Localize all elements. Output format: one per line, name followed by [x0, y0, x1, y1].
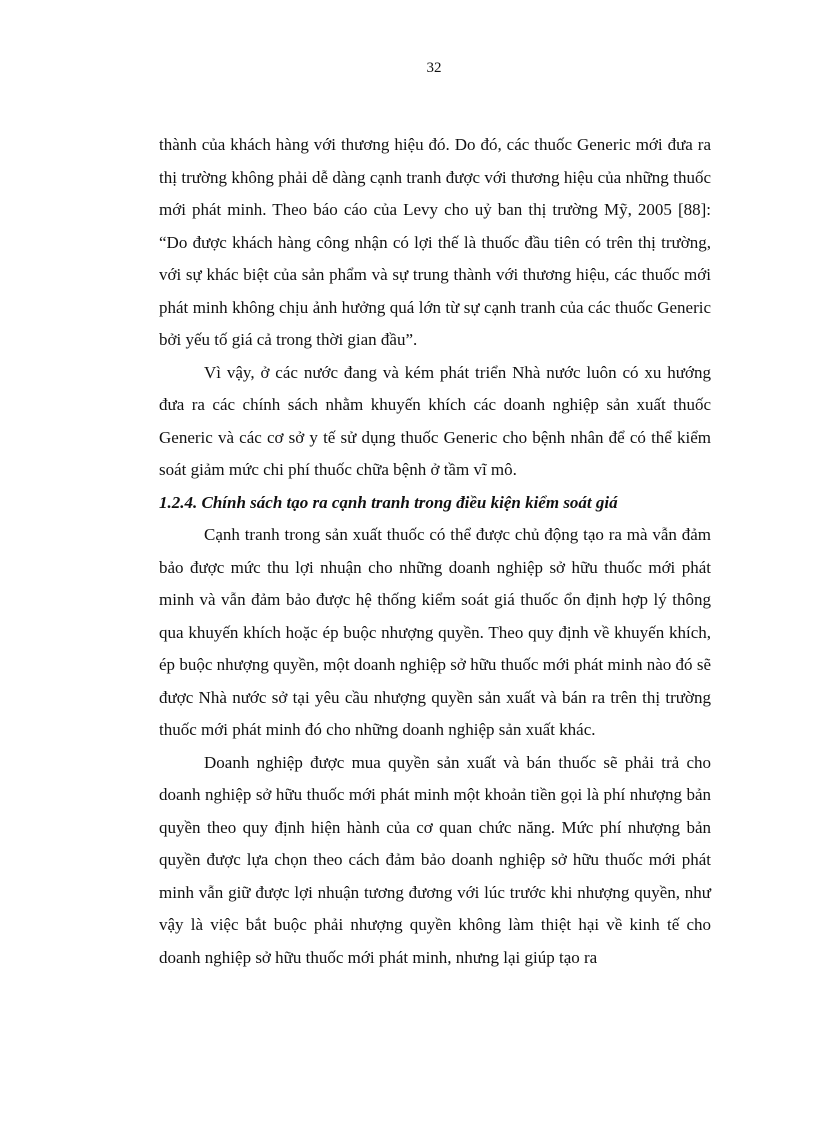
- document-body: [159, 129, 711, 974]
- paragraph-competition-creation: Cạnh tranh trong sản xuất thuốc có thể được chủ động tạo ra mà vẫn đảm bảo được mức thu lợi nhuận cho những doanh nghiệp sở hữu thuốc mới phát minh và vẫn đảm bảo được hệ thống kiểm soát giá thuốc ổn định hợp lý thông qua khuyến khích hoặc ép buộc nhượng quyền. Theo quy định về khuyến khích, ép buộc nhượng quyền, một doanh nghiệp sở hữu thuốc mới phát minh nào đó sẽ được Nhà nước sở tại yêu cầu nhượng quyền sản xuất và bán ra trên thị trường thuốc mới phát minh đó cho những doanh nghiệp sản xuất khác.: [159, 525, 711, 739]
- section-heading: 1.2.4. Chính sách tạo ra cạnh tranh trong điều kiện kiểm soát giá: [159, 492, 618, 512]
- page-number: 32: [426, 60, 442, 76]
- paragraph-license-fee: Doanh nghiệp được mua quyền sản xuất và bán thuốc sẽ phải trả cho doanh nghiệp sở hữu thuốc mới phát minh một khoản tiền gọi là phí nhượng bản quyền theo quy định hiện hành của cơ quan chức năng. Mức phí nhượng bản quyền được lựa chọn theo cách đảm bảo doanh nghiệp sở hữu thuốc mới phát minh vẫn giữ được lợi nhuận tương đương với lúc trước khi nhượng quyền, như vậy là việc bắt buộc phải nhượng quyền không làm thiệt hại về kinh tế cho doanh nghiệp sở hữu thuốc mới phát minh, nhưng lại giúp tạo ra: [159, 752, 711, 967]
- paragraph-continuation: thành của khách hàng với thương hiệu đó. Do đó, các thuốc Generic mới đưa ra thị trường không phải dễ dàng cạnh tranh được với thương hiệu của những thuốc mới phát minh. Theo báo cáo của Levy cho uỷ ban thị trường Mỹ, 2005 [88]: “Do được khách hàng công nhận có lợi thế là thuốc đầu tiên có trên thị trường, với sự khác biệt của sản phẩm và sự trung thành với thương hiệu, các thuốc mới phát minh không chịu ảnh hưởng quá lớn từ sự cạnh tranh của các thuốc Generic bởi yếu tố giá cả trong thời gian đầu”.: [159, 135, 711, 349]
- paragraph-policy-direction: Vì vậy, ở các nước đang và kém phát triển Nhà nước luôn có xu hướng đưa ra các chính sách nhằm khuyến khích các doanh nghiệp sản xuất thuốc Generic và các cơ sở y tế sử dụng thuốc Generic cho bệnh nhân để có thể kiểm soát giảm mức chi phí thuốc chữa bệnh ở tầm vĩ mô.: [159, 362, 711, 479]
